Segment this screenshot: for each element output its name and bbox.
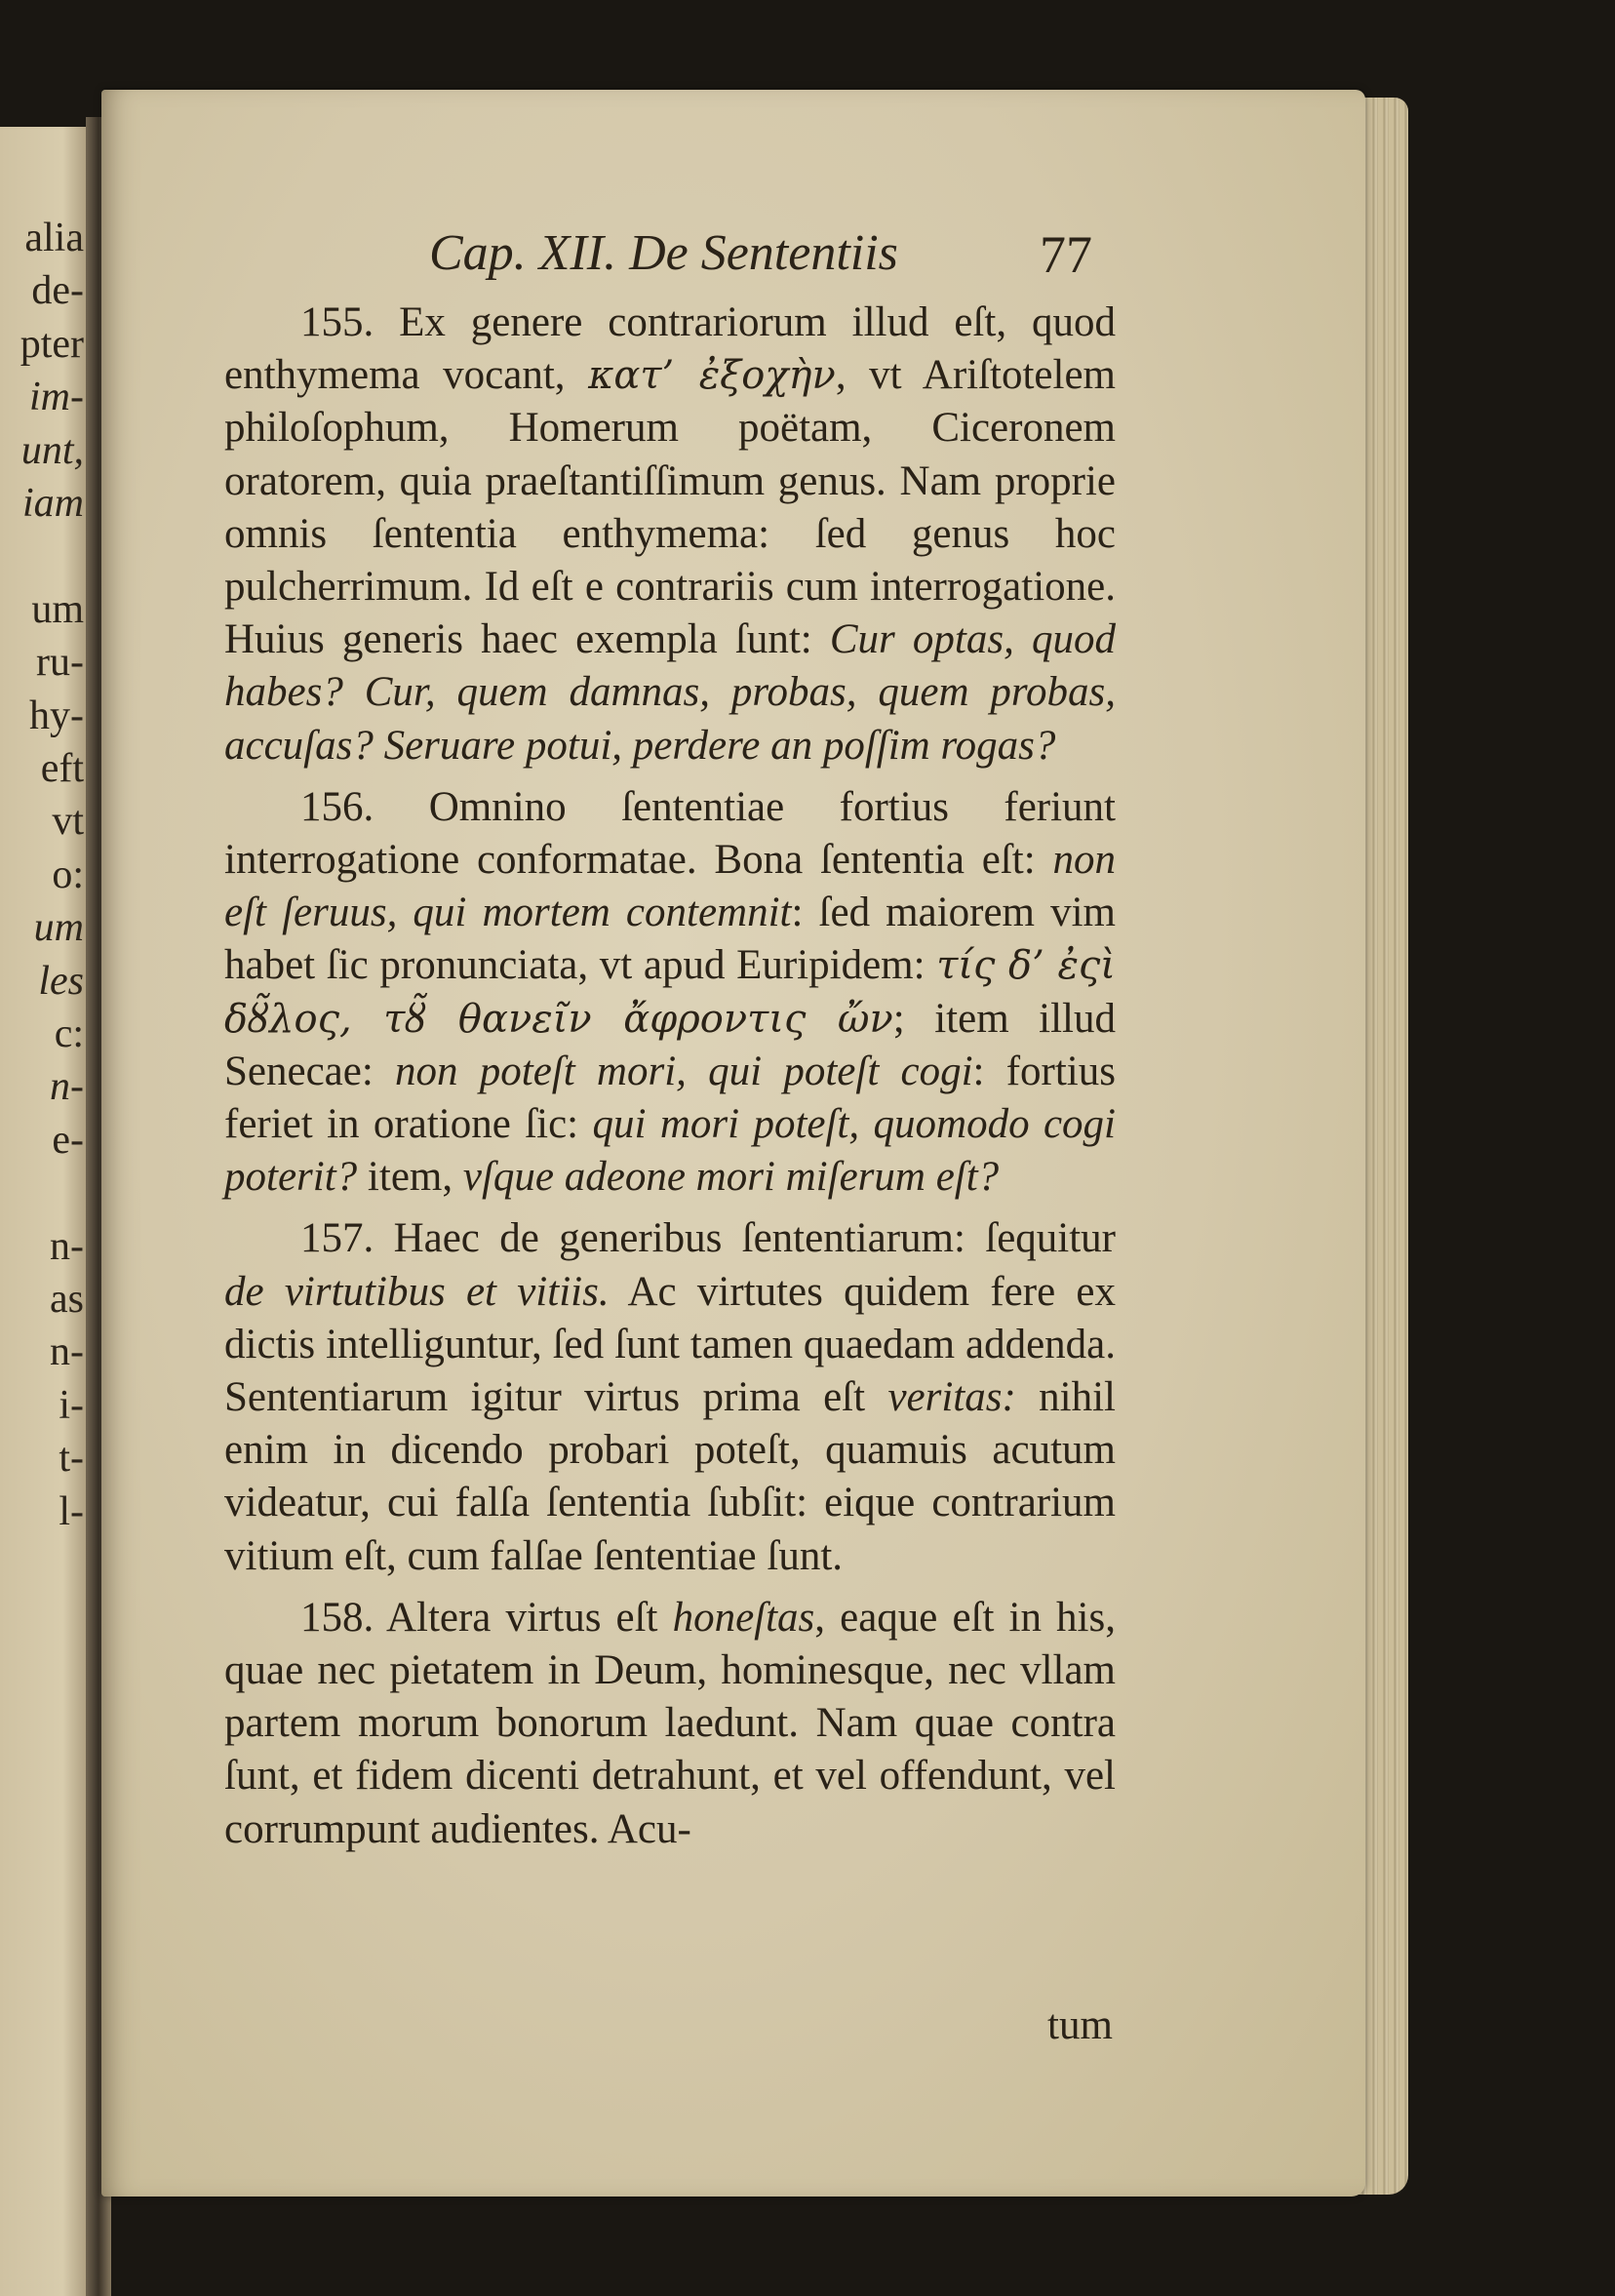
- text-run: : fortius feriet in oratione ſic:: [224, 1048, 1116, 1148]
- running-head: [332, 224, 1092, 283]
- example-italic: Cur optas, quod habes? Cur, quem damnas, probas, quem probas, accuſas? Seruare potui, perdere an poſſim rogas?: [224, 616, 1116, 769]
- running-title: Cap. XII. De Sententiis: [429, 225, 898, 281]
- text-run: Omnino ſententiae fortius feriunt interrogatione conformatae. Bona ſententia eſt:: [224, 783, 1116, 884]
- previous-page-edge: [0, 127, 90, 2296]
- paragraph-number: 155.: [300, 299, 374, 345]
- left-page-fragment: o:: [52, 851, 84, 897]
- example-italic: de virtutibus et vitiis.: [224, 1268, 610, 1315]
- paragraph-157: [224, 1212, 1116, 1582]
- text-run: : ſed maiorem vim habet ſic pronunciata, vt apud Euripidem:: [224, 890, 1116, 989]
- text-run: Altera virtus eſt: [374, 1594, 673, 1641]
- left-page-fragment: les: [38, 958, 84, 1004]
- paragraph-155: [224, 297, 1116, 772]
- left-page-fragment: um: [33, 905, 84, 951]
- left-page-fragment: vt: [52, 799, 84, 845]
- text-run: nihil enim in dicendo probari poteſt, quamuis acutum videatur, cui falſa ſententia ſubſit: eique contrarium vitium eſt, cum falſae ſententiae ſunt.: [224, 1374, 1116, 1579]
- text-run: Ac virtutes quidem fere ex dictis intelliguntur, ſed ſunt tamen quaedam addenda. Sententiarum igitur virtus prima eſt: [224, 1268, 1116, 1421]
- left-page-fragment: t-: [59, 1436, 84, 1482]
- left-page-fragment: c:: [54, 1011, 84, 1056]
- left-page-fragment: im-: [29, 375, 84, 420]
- text-run: , vt Ariſtotelem philoſophum, Homerum poëtam, Ciceronem oratorem, quia praeſtantiſſimum genus. Nam proprie omnis ſententia enthymema: ſed genus hoc pulcherrimum. Id eſt e contrariis cum interrogatione. Huius generis haec exempla ſunt:: [224, 352, 1116, 663]
- left-page-fragment: n-: [50, 1223, 84, 1269]
- text-run: Haec de generibus ſententiarum: ſequitur: [374, 1215, 1116, 1262]
- catchword: tum: [1047, 2002, 1113, 2048]
- left-page-fragment: alia: [24, 216, 84, 260]
- left-page-fragment: um: [31, 586, 84, 632]
- left-page-fragment: e-: [52, 1117, 84, 1163]
- left-page-fragment: pter: [20, 321, 84, 367]
- paragraph-number: 157.: [300, 1215, 374, 1262]
- left-page-fragment: eft: [40, 746, 84, 791]
- greek-phrase: κατ’ ἐξοχὴν: [588, 353, 836, 399]
- left-page-fragment: l-: [59, 1488, 84, 1534]
- paragraph-number: 156.: [300, 783, 374, 830]
- example-italic: honeſtas: [672, 1594, 815, 1641]
- left-page-fragment: de-: [31, 268, 84, 314]
- left-page-fragment: n-: [50, 1329, 84, 1375]
- example-italic: vſque adeone mori miſerum eſt?: [462, 1154, 1000, 1201]
- paragraph-number: 158.: [300, 1594, 374, 1641]
- text-run: , eaque eſt in his, quae nec pietatem in Deum, hominesque, nec vllam partem morum bonorum laedunt. Nam quae contra ſunt, et fidem dicenti detrahunt, et vel offendunt, vel corrumpunt audientes. Acu-: [224, 1594, 1116, 1852]
- left-page-fragment: iam: [22, 481, 84, 526]
- left-page-fragment: n-: [50, 1064, 84, 1110]
- left-page-fragment: hy-: [29, 693, 84, 738]
- example-italic: non eſt ſeruus, qui mortem contemnit: [224, 837, 1116, 936]
- left-page-fragment: i-: [59, 1382, 84, 1428]
- example-italic: qui mori poteſt, quomodo cogi poterit?: [224, 1101, 1116, 1201]
- example-italic: veritas:: [887, 1374, 1016, 1421]
- left-page-fragment: as: [50, 1277, 84, 1322]
- book-page: [101, 90, 1365, 2197]
- left-page-fragment: unt,: [20, 427, 84, 473]
- text-run: Ex genere contrariorum illud eſt, quod enthymema vocant,: [224, 299, 1116, 399]
- greek-quote: τίς δ’ ἐςὶ δȣ̃λος, τȣ̃ θανεῖν ἄφροντις ὤν: [224, 943, 1116, 1042]
- paragraph-158: [224, 1592, 1116, 1856]
- page-number: 77: [1040, 225, 1092, 284]
- text-run: item,: [357, 1154, 463, 1201]
- text-run: ; item illud Senecae:: [224, 995, 1116, 1094]
- body-text: [224, 297, 1116, 1856]
- left-page-fragment: ru-: [36, 640, 84, 686]
- example-italic: non poteſt mori, qui poteſt cogi: [395, 1048, 973, 1094]
- paragraph-156: [224, 781, 1116, 1205]
